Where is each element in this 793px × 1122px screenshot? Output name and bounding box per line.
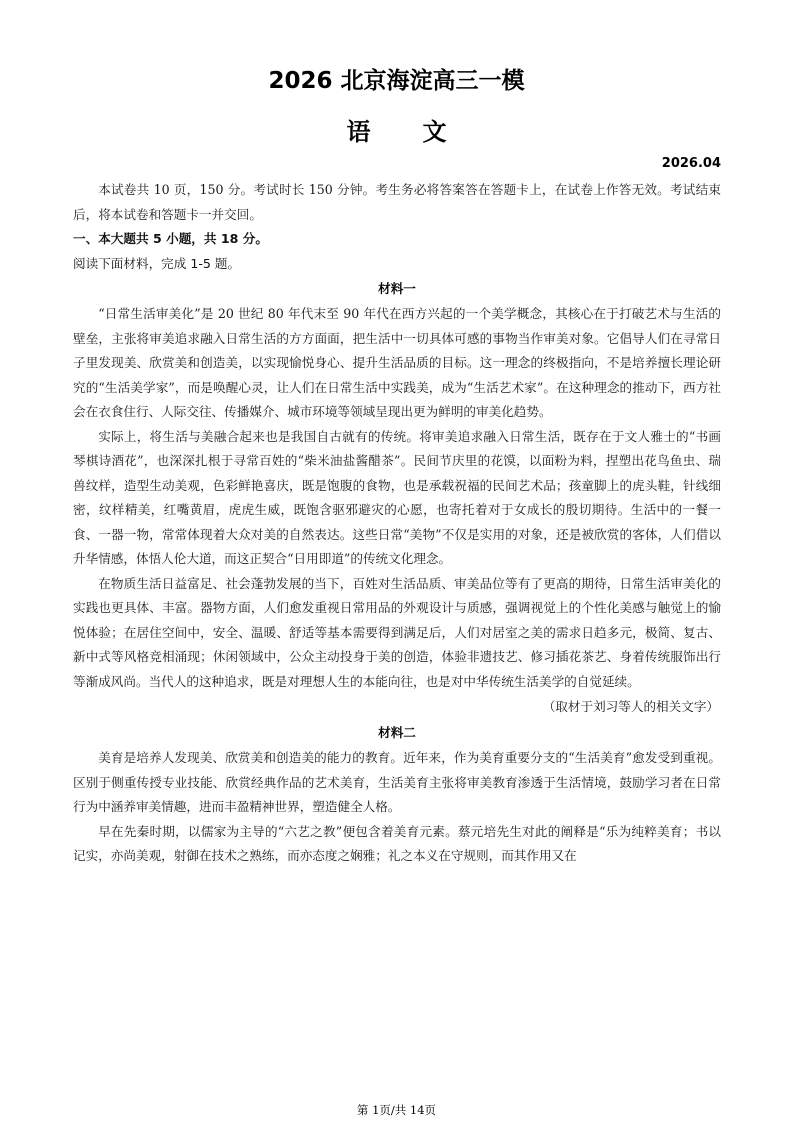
section-heading: 一、本大题共 5 小题，共 18 分。 xyxy=(73,231,268,246)
material-1-title: 材料一 xyxy=(378,281,416,296)
reading-instruction: 阅读下面材料，完成 1-5 题。 xyxy=(73,255,241,271)
exam-instructions: 本试卷共 10 页，150 分。考试时长 150 分钟。考生务必将答案答在答题卡上，在试卷上作答无效。考试结束后，将本试卷和答题卡一并交回。 xyxy=(73,182,721,222)
material-1-paragraph: “日常生活审美化”是 20 世纪 80 年代末至 90 年代在西方兴起的一个美学概念，其核心在于打破艺术与生活的壁垒，主张将审美追求融入日常生活的方方面面，把生活中一切具体可感的事物当作审美对象。它倡导人们在寻常日子里发现美、欣赏美和创造美，以实现愉悦身心、提升生活品质的目标。这一理念的终极指向，不是培养擅长理论研究的“生活美学家”，而是唤醒心灵，让人们在日常生活中实践美，成为“生活艺术家”。在这种理念的推动下，西方社会在衣食住行、人际交往、传播媒介、城市环境等领域呈现出更为鲜明的审美化趋势。 xyxy=(73,306,721,419)
exam-date: 2026.04 xyxy=(661,156,721,171)
material-2-title: 材料二 xyxy=(378,725,416,740)
material-2-paragraph: 早在先秦时期，以儒家为主导的“六艺之教”便包含着美育元素。蔡元培先生对此的阐释是“乐为纯粹美育；书以记实，亦尚美观，射御在技术之熟练，而亦态度之娴雅；礼之本义在守规则，而其作用又在 xyxy=(73,823,721,863)
material-2-paragraph: 美育是培养人发现美、欣赏美和创造美的能力的教育。近年来，作为美育重要分支的“生活美育”愈发受到重视。区别于侧重传授专业技能、欣赏经典作品的艺术美育，生活美育主张将审美教育渗透于生活情境，鼓励学习者在日常行为中涵养审美情趣，进而丰盈精神世界，塑造健全人格。 xyxy=(73,750,721,814)
page-number: 第 1页/共 14页 xyxy=(356,1103,437,1117)
subject-title: 语文 xyxy=(346,118,499,146)
exam-content xyxy=(73,178,721,869)
material-1-paragraph: 在物质生活日益富足、社会蓬勃发展的当下，百姓对生活品质、审美品位等有了更高的期待，日常生活审美化的实践也更具体、丰富。器物方面，人们愈发重视日常用品的外观设计与质感，强调视觉上的个性化美感与触觉上的愉悦体验；在居住空间中，安全、温暖、舒适等基本需要得到满足后，人们对居室之美的需求日趋多元，极简、复古、新中式等风格竞相涌现；休闲领域中，公众主动投身于美的创造，体验非遗技艺、修习插花茶艺、身着传统服饰出行等渐成风尚。当代人的这种追求，既是对理想人生的本能向往，也是对中华传统生活美学的自觉延续。 xyxy=(73,575,721,689)
exam-title: 2026 北京海淀高三一模 xyxy=(268,68,525,94)
material-1-source: （取材于刘习等人的相关文字） xyxy=(542,699,719,714)
material-1-paragraph: 实际上，将生活与美融合起来也是我国自古就有的传统。将审美追求融入日常生活，既存在于文人雅士的“书画琴棋诗酒花”，也深深扎根于寻常百姓的“柴米油盐酱醋茶”。民间节庆里的花馍，以面粉为料，捏塑出花鸟鱼虫、瑞兽纹样，造型生动美观，色彩鲜艳喜庆，既是饱腹的食物，也是承载祝福的民间艺术品；孩童脚上的虎头鞋，针线细密，纹样精美，红嘴黄眉，虎虎生威，既饱含驱邪避灾的心愿，也寄托着对于女成长的殷切期待。生活中的一餐一食、一器一物，常常体现着大众对美的自然表达。这些日常“美物”不仅是实用的对象，还是被欣赏的客体，人们借以升华情感，体悟人伦大道，而这正契合“日用即道”的传统文化理念。 xyxy=(73,428,721,566)
